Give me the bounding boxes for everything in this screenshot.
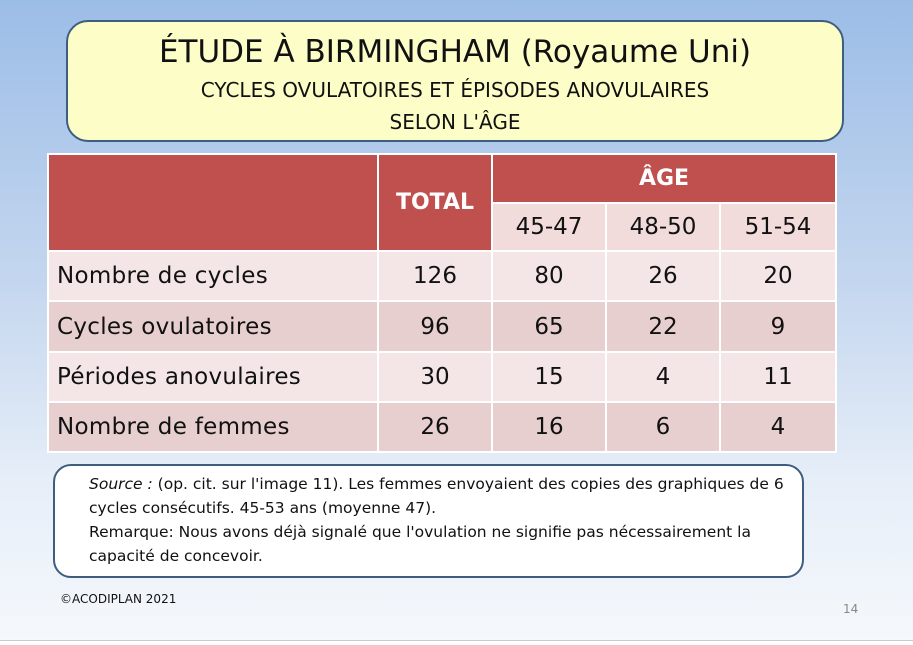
value-cell: 11 (720, 352, 836, 402)
value-cell: 15 (492, 352, 606, 402)
data-table (47, 153, 837, 453)
row-label: Cycles ovulatoires (48, 301, 378, 352)
total-cell: 96 (378, 301, 492, 352)
slide-title: ÉTUDE À BIRMINGHAM (Royaume Uni) (158, 34, 752, 70)
table-row (48, 402, 836, 452)
value-cell: 9 (720, 301, 836, 352)
value-cell: 65 (492, 301, 606, 352)
value-cell: 4 (720, 402, 836, 452)
value-cell: 4 (606, 352, 720, 402)
slide-subtitle-line-2: SELON L'ÂGE (389, 110, 521, 134)
source-label: Source : (89, 475, 153, 493)
row-label: Nombre de cycles (48, 251, 378, 301)
table-row (48, 251, 836, 301)
page-number: 14 (843, 602, 859, 616)
table-row (48, 352, 836, 402)
value-cell: 20 (720, 251, 836, 301)
row-label: Périodes anovulaires (48, 352, 378, 402)
value-cell: 26 (606, 251, 720, 301)
age-header: ÂGE (492, 154, 836, 203)
total-cell: 30 (378, 352, 492, 402)
corner-header-cell (48, 154, 378, 251)
value-cell: 16 (492, 402, 606, 452)
row-label: Nombre de femmes (48, 402, 378, 452)
total-cell: 126 (378, 251, 492, 301)
slide-subtitle-line-1: CYCLES OVULATOIRES ET ÉPISODES ANOVULAIRES (200, 78, 710, 102)
table-row (48, 301, 836, 352)
source-text: (op. cit. sur l'image 11). Les femmes envoyaient des copies des graphiques de 6 cycles consécutifs. 45-53 ans (moyenne 47). (89, 475, 784, 517)
age-group-header: 48-50 (606, 203, 720, 251)
source-note (89, 472, 788, 520)
value-cell: 80 (492, 251, 606, 301)
source-note-box (53, 464, 804, 578)
total-cell: 26 (378, 402, 492, 452)
total-header: TOTAL (378, 154, 492, 251)
value-cell: 6 (606, 402, 720, 452)
age-group-header: 51-54 (720, 203, 836, 251)
title-box (66, 20, 844, 142)
value-cell: 22 (606, 301, 720, 352)
age-group-header: 45-47 (492, 203, 606, 251)
remark-note: Remarque: Nous avons déjà signalé que l'ovulation ne signifie pas nécessairement la capacité de concevoir. (89, 523, 751, 565)
copyright: ©ACODIPLAN 2021 (60, 592, 177, 606)
